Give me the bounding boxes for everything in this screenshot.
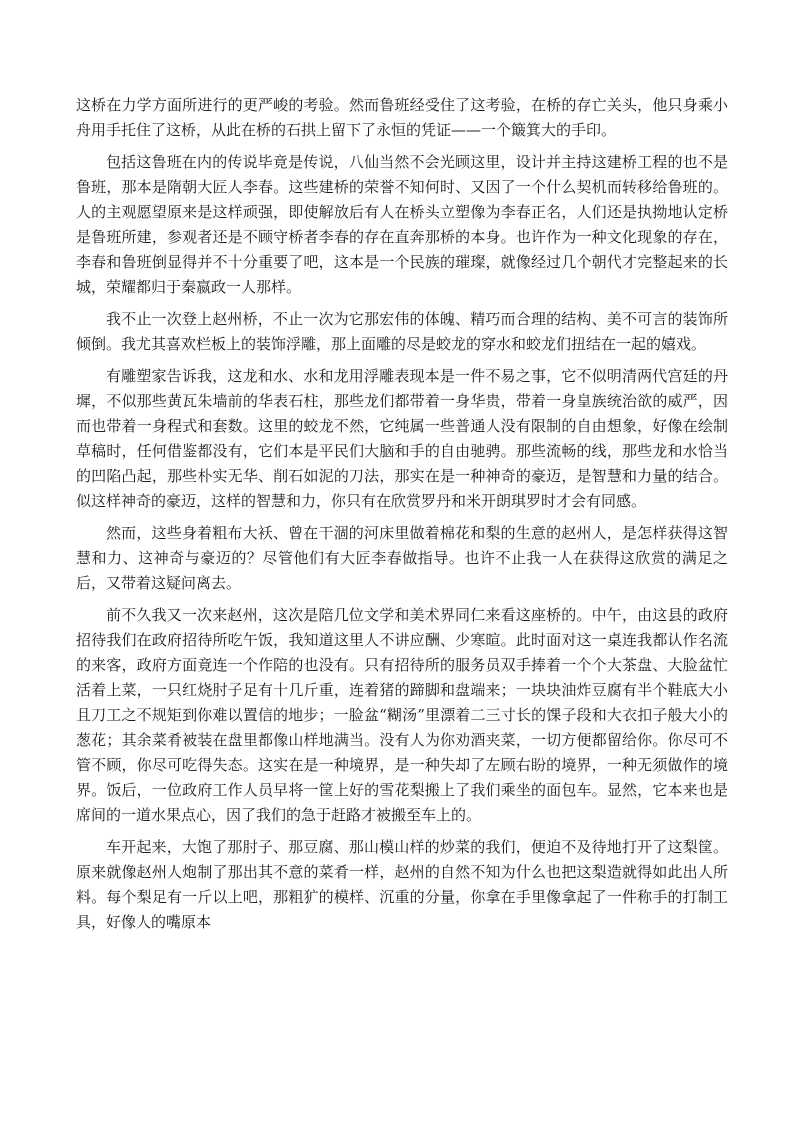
paragraph-3: 我不止一次登上赵州桥，不止一次为它那宏伟的体魄、精巧而合理的结构、美不可言的装饰所倾倒。我尤其喜欢栏板上的装饰浮雕，那上面雕的尽是蛟龙的穿水和蛟龙们扭结在一起的嬉戏。	[76, 310, 728, 353]
document-body	[76, 93, 728, 942]
paragraph-2: 包括这鲁班在内的传说毕竟是传说，八仙当然不会光顾这里，设计并主持这建桥工程的也不是鲁班，那本是隋朝大匠人李春。这些建桥的荣誉不知何时、又因了一个什么契机而转移给鲁班的。人的主观愿望原来是这样顽强，即使解放后有人在桥头立塑像为李春正名，人们还是执拗地认定桥是鲁班所建，参观者还是不顾守桥者李春的存在直奔那桥的本身。也许作为一种文化现象的存在，李春和鲁班倒显得并不十分重要了吧，这本是一个民族的璀璨，就像经过几个朝代才完整起来的长城，荣耀都归于秦嬴政一人那样。	[76, 153, 728, 296]
paragraph-5: 然而，这些身着粗布大袄、曾在干涸的河床里做着棉花和梨的生意的赵州人，是怎样获得这智慧和力、这神奇与豪迈的？尽管他们有大匠李春做指导。也许不止我一人在获得这欣赏的满足之后，又带着这疑问离去。	[76, 524, 728, 592]
paragraph-7: 车开起来，大饱了那肘子、那豆腐、那山模山样的炒菜的我们，便迫不及待地打开了这梨筐。原来就像赵州人炮制了那出其不意的菜肴一样，赵州的自然不知为什么也把这梨造就得如此出人所料。每个梨足有一斤以上吧，那粗犷的模样、沉重的分量，你拿在手里像拿起了一件称手的打制工具，好像人的嘴原本	[76, 838, 728, 931]
paragraph-6: 前不久我又一次来赵州，这次是陪几位文学和美术界同仁来看这座桥的。中午，由这县的政府招待我们在政府招待所吃午饭，我知道这里人不讲应酬、少寒暄。此时面对这一桌连我都认作名流的来客，政府方面竟连一个作陪的也没有。只有招待所的服务员双手捧着一个个大茶盘、大脸盆忙活着上菜，一只红烧肘子足有十几斤重，连着猪的蹄脚和盘端来；一块块油炸豆腐有半个鞋底大小且刀工之不规矩到你难以置信的地步；一脸盆“糊汤”里漂着二三寸长的馃子段和大衣扣子般大小的葱花；其余菜肴被装在盘里都像山样地满当。没有人为你劝酒夹菜，一切方便都留给你。你尽可不管不顾，你尽可吃得失态。这实在是一种境界，是一种失却了左顾右盼的境界，一种无须做作的境界。饭后，一位政府工作人员早将一筐上好的雪花梨搬上了我们乘坐的面包车。显然，它本来也是席间的一道水果点心，因了我们的急于赶路才被搬至车上的。	[76, 606, 728, 824]
paragraph-4: 有雕塑家告诉我，这龙和水、水和龙用浮雕表现本是一件不易之事，它不似明清两代宫廷的丹墀，不似那些黄瓦朱墙前的华表石柱，那些龙们都带着一身华贵，带着一身皇族统治欲的威严，因而也带着一身程式和套数。这里的蛟龙不然，它纯属一些普通人没有限制的自由想象，好像在绘制草稿时，任何借鉴都没有，它们本是平民们大脑和手的自由驰骋。那些流畅的线，那些龙和水恰当的凹陷凸起，那些朴实无华、削石如泥的刀法，那实在是一种神奇的豪迈，是智慧和力量的结合。似这样神奇的豪迈，这样的智慧和力，你只有在欣赏罗丹和米开朗琪罗时才会有同感。	[76, 367, 728, 510]
paragraph-1: 这桥在力学方面所进行的更严峻的考验。然而鲁班经受住了这考验，在桥的存亡关头，他只身乘小舟用手托住了这桥，从此在桥的石拱上留下了永恒的凭证——一个簸箕大的手印。	[76, 96, 728, 139]
